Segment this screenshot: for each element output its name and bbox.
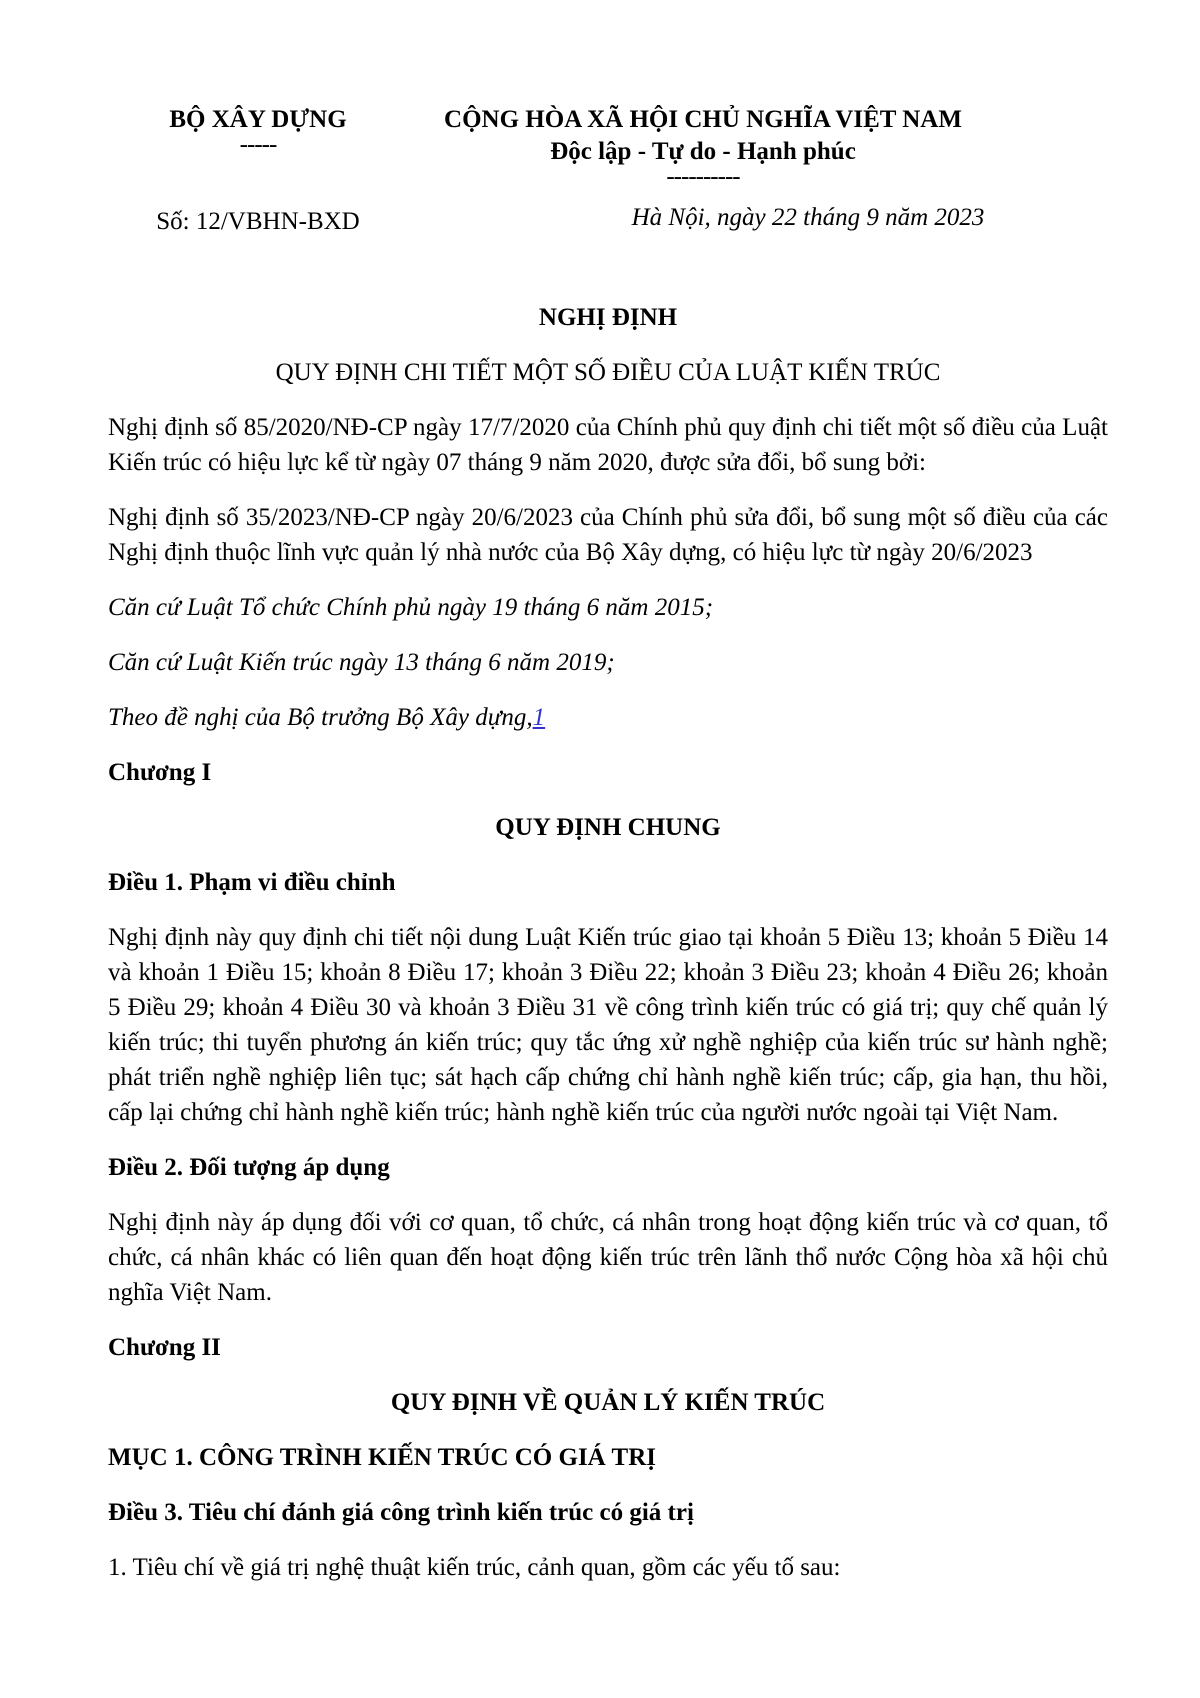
motto-divider: ----------: [666, 163, 740, 190]
proposal-text: Theo đề nghị của Bộ trưởng Bộ Xây dựng,: [108, 704, 533, 731]
issuer-block: [108, 104, 408, 238]
national-title: CỘNG HÒA XÃ HỘI CHỦ NGHĨA VIỆT NAM: [444, 106, 962, 133]
section-1-heading: MỤC 1. CÔNG TRÌNH KIẾN TRÚC CÓ GIÁ TRỊ: [108, 1444, 656, 1471]
document-type-title: NGHỊ ĐỊNH: [538, 304, 678, 331]
footnote-link-1[interactable]: 1: [532, 704, 546, 731]
national-motto: Độc lập - Tự do - Hạnh phúc: [550, 138, 856, 165]
intro-paragraph-1: Nghị định số 85/2020/NĐ-CP ngày 17/7/2020 của Chính phủ quy định chi tiết một số điều của Luật Kiến trúc có hiệu lực kể từ ngày 07 tháng 9 năm 2020, được sửa đổi, bổ sung bởi:: [108, 414, 1108, 476]
article-2-body: Nghị định này áp dụng đối với cơ quan, tổ chức, cá nhân trong hoạt động kiến trúc và cơ quan, tổ chức, cá nhân khác có liên quan đến hoạt động kiến trúc trên lãnh thổ nước Cộng hòa xã hội chủ nghĩa Việt Nam.: [108, 1209, 1108, 1306]
document-body: [108, 410, 1108, 1585]
document-header: [108, 104, 1108, 238]
proposal-paragraph: [108, 700, 1108, 735]
place-date-line: Hà Nội, ngày 22 tháng 9 năm 2023: [631, 204, 985, 231]
document-subject-title: QUY ĐỊNH CHI TIẾT MỘT SỐ ĐIỀU CỦA LUẬT KIẾN TRÚC: [275, 359, 941, 386]
legal-basis-paragraph-2: Căn cứ Luật Kiến trúc ngày 13 tháng 6 năm 2019;: [108, 649, 615, 676]
article-3-heading: Điều 3. Tiêu chí đánh giá công trình kiến trúc có giá trị: [108, 1499, 694, 1526]
chapter-1-label: Chương I: [108, 759, 212, 786]
chapter-2-title: QUY ĐỊNH VỀ QUẢN LÝ KIẾN TRÚC: [390, 1389, 826, 1416]
chapter-1-title: QUY ĐỊNH CHUNG: [495, 814, 721, 841]
national-block: [408, 104, 998, 238]
document-number: Số: 12/VBHN-BXD: [156, 208, 360, 235]
article-1-body: Nghị định này quy định chi tiết nội dung Luật Kiến trúc giao tại khoản 5 Điều 13; khoản 5 Điều 14 và khoản 1 Điều 15; khoản 8 Điều 17; khoản 3 Điều 22; khoản 3 Điều 23; khoản 4 Điều 26; khoản 5 Điều 29; khoản 4 Điều 30 và khoản 3 Điều 31 về công trình kiến trúc có giá trị; quy chế quản lý kiến trúc; thi tuyển phương án kiến trúc; quy tắc ứng xử nghề nghiệp của kiến trúc sư hành nghề; phát triển nghề nghiệp liên tục; sát hạch cấp chứng chỉ hành nghề kiến trúc; cấp, gia hạn, thu hồi, cấp lại chứng chỉ hành nghề kiến trúc; hành nghề kiến trúc của người nước ngoài tại Việt Nam.: [108, 924, 1108, 1126]
article-3-clause-1: 1. Tiêu chí về giá trị nghệ thuật kiến trúc, cảnh quan, gồm các yếu tố sau:: [108, 1554, 841, 1581]
article-2-heading: Điều 2. Đối tượng áp dụng: [108, 1154, 390, 1181]
issuer-name: BỘ XÂY DỰNG: [169, 106, 347, 133]
intro-paragraph-2: Nghị định số 35/2023/NĐ-CP ngày 20/6/2023 của Chính phủ sửa đổi, bổ sung một số điều của các Nghị định thuộc lĩnh vực quản lý nhà nước của Bộ Xây dựng, có hiệu lực từ ngày 20/6/2023: [108, 504, 1108, 566]
legal-basis-paragraph-1: Căn cứ Luật Tổ chức Chính phủ ngày 19 tháng 6 năm 2015;: [108, 594, 714, 621]
chapter-2-label: Chương II: [108, 1334, 221, 1361]
issuer-divider: -----: [239, 131, 277, 158]
article-1-heading: Điều 1. Phạm vi điều chỉnh: [108, 869, 396, 896]
